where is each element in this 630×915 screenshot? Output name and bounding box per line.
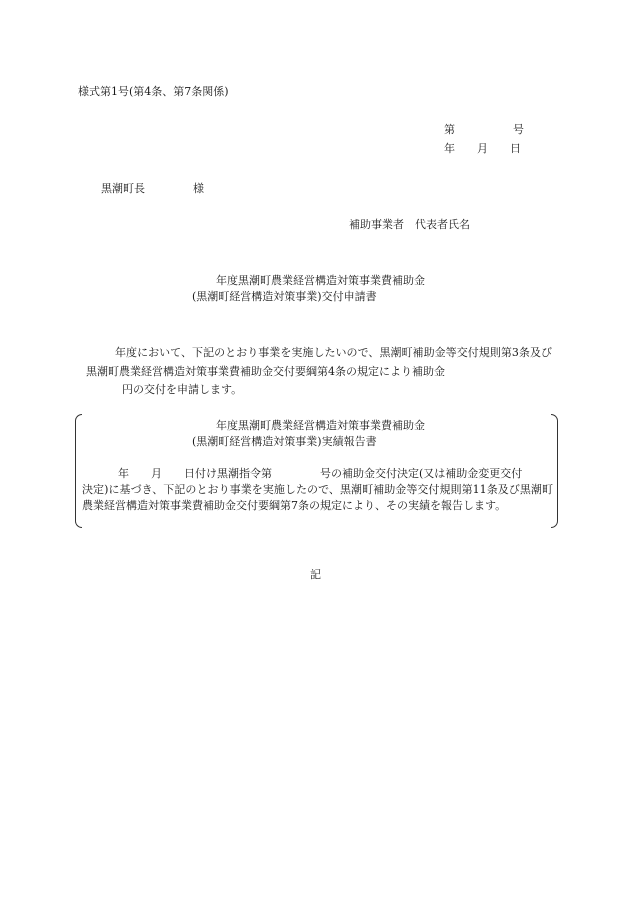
report-order-prefix: 黒潮指令第: [217, 467, 272, 480]
application-body-tail: 円の交付を申請します。: [122, 383, 243, 396]
applicant-line: [349, 217, 470, 234]
report-date-day: 日付け: [184, 467, 217, 480]
application-body: 年度において、下記のとおり事業を実施したいので、黒潮町補助金等交付規則第3条及び黒潮町農業経営構造対策事業費補助金交付要綱第4条の規定により補助金: [86, 346, 552, 378]
document-date-line: [444, 141, 521, 158]
report-date-year: 年: [118, 467, 129, 480]
date-month: 月: [477, 142, 488, 155]
ki-heading: 記: [310, 568, 321, 581]
number-suffix: 号: [513, 123, 524, 136]
applicant-representative-label: 代表者氏名: [415, 218, 470, 231]
addressee: [101, 181, 204, 198]
report-body: 決定)に基づき、下記のとおり事業を実施したので、黒潮町補助金等交付規則第11条及び黒潮町農業経営構造対策事業費補助金交付要綱第7条の規定により、その実績を報告します。: [82, 483, 553, 512]
addressee-honorific: 様: [193, 182, 204, 195]
form-reference: 様式第1号(第4条、第7条関係): [78, 85, 229, 98]
report-title-line2: (黒潮町経営構造対策事業)実績報告書: [192, 435, 377, 448]
left-bracket: [75, 414, 82, 528]
report-title-line1: 年度黒潮町農業経営構造対策事業費補助金: [216, 419, 425, 432]
addressee-name: 黒潮町長: [101, 182, 145, 195]
document-number-line: [444, 122, 524, 139]
date-day: 日: [510, 142, 521, 155]
report-date-month: 月: [151, 467, 162, 480]
application-title-line2: (黒潮町経営構造対策事業)交付申請書: [192, 290, 377, 303]
date-year: 年: [444, 142, 455, 155]
report-order-suffix: 号の補助金交付決定(又は補助金変更交付: [320, 467, 523, 480]
applicant-role: 補助事業者: [349, 218, 404, 231]
report-reference-line: [118, 466, 522, 483]
application-title-line1: 年度黒潮町農業経営構造対策事業費補助金: [216, 274, 425, 287]
number-prefix: 第: [444, 123, 455, 136]
